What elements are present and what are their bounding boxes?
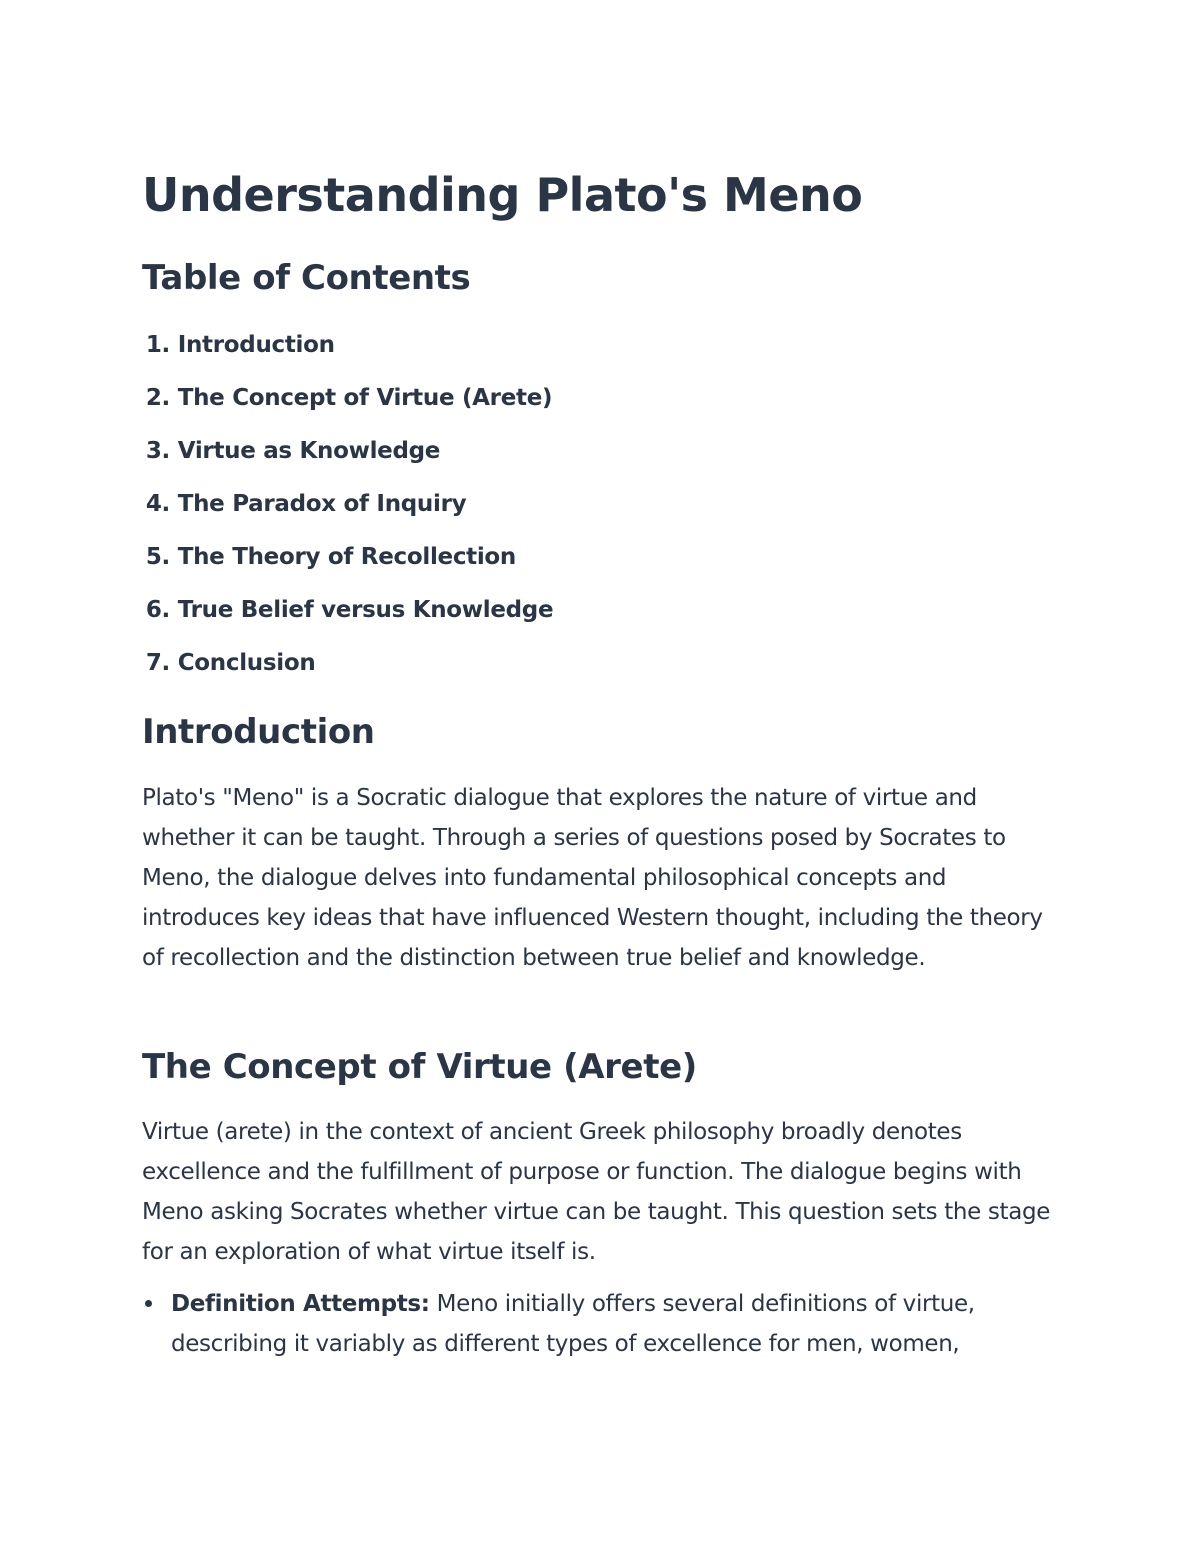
bullet-term: Definition Attempts: (171, 1291, 430, 1317)
table-of-contents (142, 328, 553, 699)
toc-item-conclusion[interactable] (142, 646, 553, 699)
list-item (142, 1284, 1060, 1364)
page-title: Understanding Plato's Meno (142, 168, 863, 222)
toc-item-number: 1. (145, 332, 170, 358)
virtue-paragraph: Virtue (arete) in the context of ancient Greek philosophy broadly denotes excellence and the fulfillment of purpose or function. The dialogue begins with Meno asking Socrates whether virtue can be taught. This question sets the stage for an exploration of what virtue itself is. (142, 1119, 1051, 1265)
toc-link-paradox-of-inquiry[interactable]: The Paradox of Inquiry (177, 491, 467, 517)
toc-heading: Table of Contents (142, 258, 471, 298)
toc-item-true-belief[interactable] (142, 593, 553, 646)
section-heading-introduction: Introduction (142, 712, 375, 752)
toc-item-paradox-of-inquiry[interactable] (142, 487, 553, 540)
virtue-bullet-list (142, 1284, 1060, 1364)
toc-item-introduction[interactable] (142, 328, 553, 381)
toc-item-theory-of-recollection[interactable] (142, 540, 553, 593)
toc-item-number: 3. (145, 438, 170, 464)
toc-item-virtue-as-knowledge[interactable] (142, 434, 553, 487)
section-heading-virtue: The Concept of Virtue (Arete) (142, 1047, 697, 1087)
toc-item-number: 6. (145, 597, 170, 623)
bullet-text: Meno initially offers several definitions of virtue, describing it variably as different types of excellence for men, women, (171, 1291, 975, 1357)
toc-item-number: 4. (145, 491, 170, 517)
toc-item-number: 2. (145, 385, 170, 411)
toc-item-number: 7. (145, 650, 170, 676)
toc-item-concept-of-virtue[interactable] (142, 381, 553, 434)
bullet-icon (145, 1300, 152, 1307)
toc-link-concept-of-virtue[interactable]: The Concept of Virtue (Arete) (177, 385, 553, 411)
introduction-paragraph: Plato's "Meno" is a Socratic dialogue that explores the nature of virtue and whether it can be taught. Through a series of questions posed by Socrates to Meno, the dialogue delves into fundamental philosophical concepts and introduces key ideas that have influenced Western thought, including the theory of recollection and the distinction between true belief and knowledge. (142, 785, 1043, 971)
toc-link-introduction[interactable]: Introduction (177, 332, 335, 358)
toc-link-theory-of-recollection[interactable]: The Theory of Recollection (177, 544, 517, 570)
toc-link-virtue-as-knowledge[interactable]: Virtue as Knowledge (177, 438, 441, 464)
toc-item-number: 5. (145, 544, 170, 570)
toc-link-true-belief[interactable]: True Belief versus Knowledge (177, 597, 554, 623)
toc-link-conclusion[interactable]: Conclusion (177, 650, 316, 676)
